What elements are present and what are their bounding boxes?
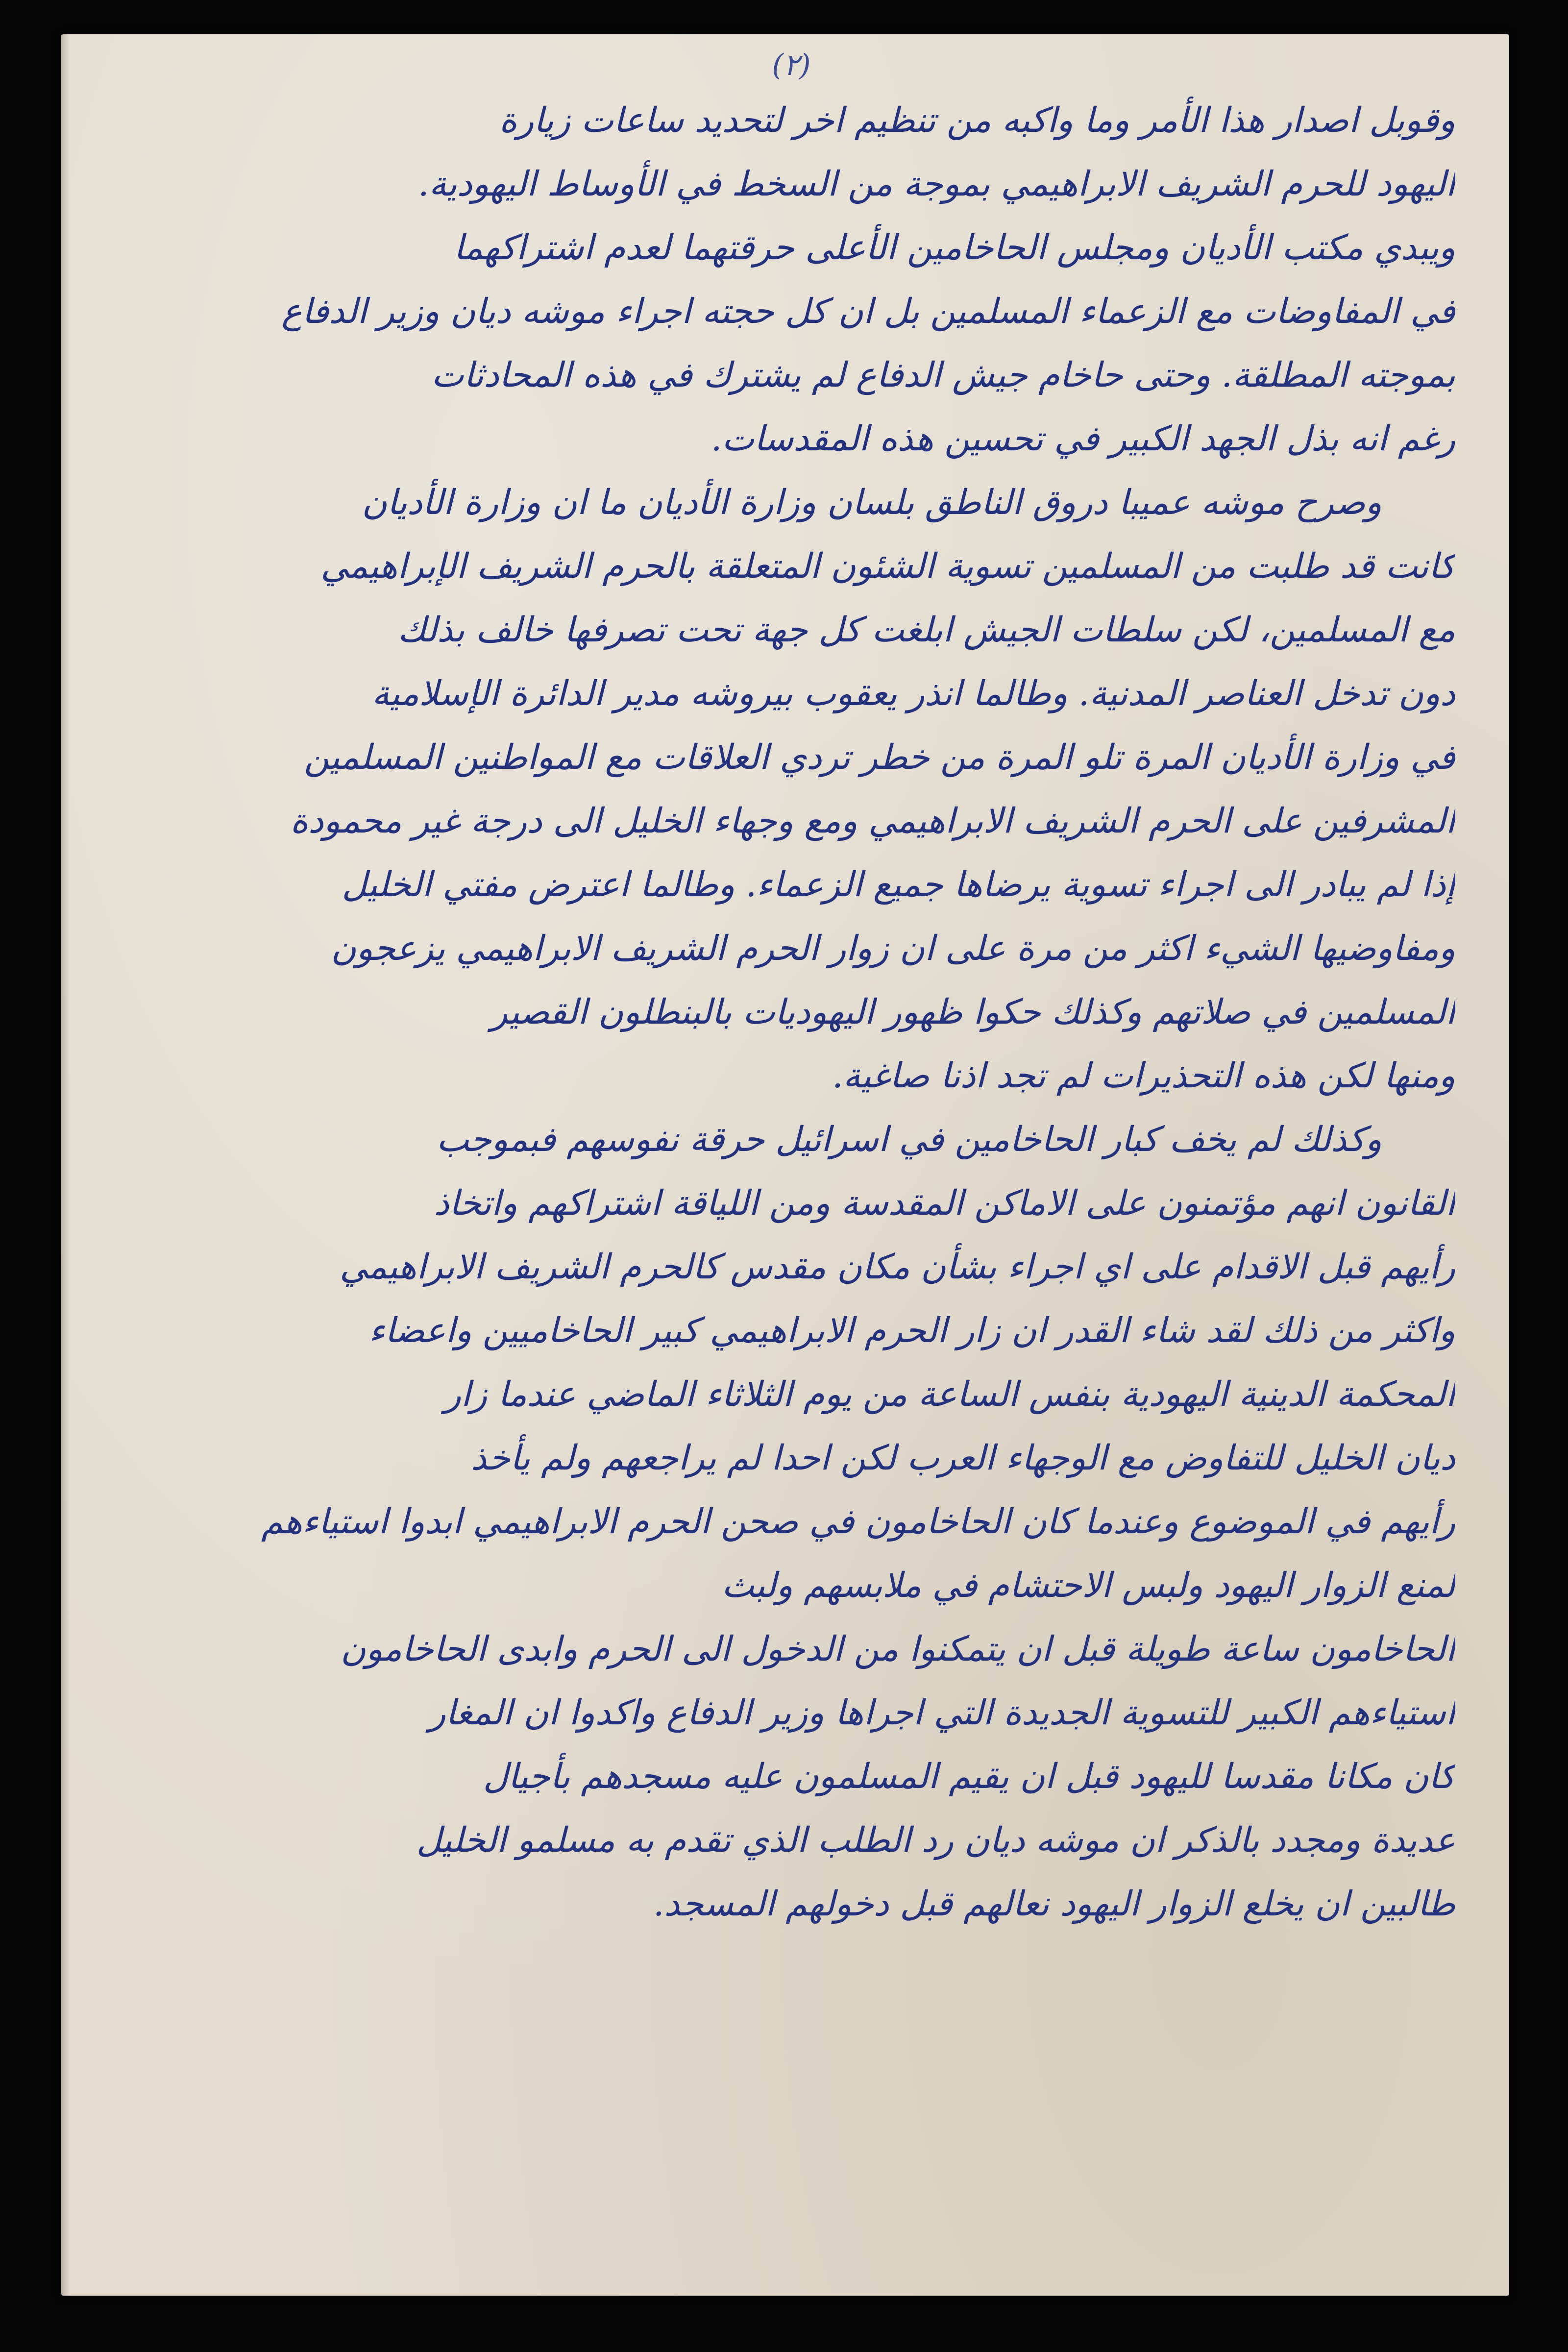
text-line: رأيهم قبل الاقدام على اي اجراء بشأن مكان مقدس كالحرم الشريف الابراهيمي: [340, 1247, 1455, 1287]
text-line: ومنها لكن هذه التحذيرات لم تجد اذنا صاغية.: [832, 1055, 1455, 1096]
text-line: المسلمين في صلاتهم وكذلك حكوا ظهور اليهوديات بالبنطلون القصير: [490, 992, 1455, 1032]
text-line: عديدة ومجدد بالذكر ان موشه ديان رد الطلب الذي تقدم به مسلمو الخليل: [416, 1820, 1455, 1860]
text-line: بموجته المطلقة. وحتى حاخام جيش الدفاع لم يشترك في هذه المحادثات: [431, 355, 1455, 395]
handwritten-text-block: [108, 88, 1455, 1936]
text-line: واكثر من ذلك لقد شاء القدر ان زار الحرم الابراهيمي كبير الحاخاميين واعضاء: [368, 1310, 1455, 1350]
text-line: ديان الخليل للتفاوض مع الوجهاء العرب لكن احدا لم يراجعهم ولم يأخذ: [471, 1438, 1455, 1478]
text-line: مع المسلمين، لكن سلطات الجيش ابلغت كل جهة تحت تصرفها خالف بذلك: [397, 610, 1455, 650]
text-line: كان مكانا مقدسا لليهود قبل ان يقيم المسلمون عليه مسجدهم بأجيال: [483, 1756, 1455, 1796]
text-line: في وزارة الأديان المرة تلو المرة من خطر تردي العلاقات مع المواطنين المسلمين: [304, 737, 1455, 777]
text-line: إذا لم يبادر الى اجراء تسوية يرضاها جميع الزعماء. وطالما اعترض مفتي الخليل: [342, 864, 1455, 905]
page-number: (٢): [772, 48, 811, 82]
manuscript-page: [61, 34, 1509, 2296]
text-line: وقوبل اصدار هذا الأمر وما واكبه من تنظيم اخر لتحديد ساعات زيارة: [499, 100, 1455, 140]
text-line: ومفاوضيها الشيء اكثر من مرة على ان زوار الحرم الشريف الابراهيمي يزعجون: [331, 928, 1455, 968]
text-line: المحكمة الدينية اليهودية بنفس الساعة من يوم الثلاثاء الماضي عندما زار: [444, 1374, 1455, 1414]
text-line: وصرح موشه عميبا دروق الناطق بلسان وزارة الأديان ما ان وزارة الأديان: [362, 482, 1382, 522]
text-line: دون تدخل العناصر المدنية. وطالما انذر يعقوب بيروشه مدير الدائرة الإسلامية: [372, 673, 1455, 713]
text-line: طالبين ان يخلع الزوار اليهود نعالهم قبل دخولهم المسجد.: [653, 1884, 1455, 1924]
text-line: المشرفين على الحرم الشريف الابراهيمي ومع وجهاء الخليل الى درجة غير محمودة: [290, 801, 1455, 841]
text-line: رغم انه بذل الجهد الكبير في تحسين هذه المقدسات.: [710, 418, 1455, 459]
text-line: رأيهم في الموضوع وعندما كان الحاخامون في صحن الحرم الابراهيمي ابدوا استياءهم: [261, 1501, 1455, 1542]
text-line: ويبدي مكتب الأديان ومجلس الحاخامين الأعلى حرقتهما لعدم اشتراكهما: [454, 227, 1455, 268]
text-line: اليهود للحرم الشريف الابراهيمي بموجة من السخط في الأوساط اليهودية.: [418, 164, 1455, 204]
text-line: استياءهم الكبير للتسوية الجديدة التي اجراها وزير الدفاع واكدوا ان المغار: [429, 1692, 1455, 1733]
page-edge-stain: [61, 34, 70, 2296]
text-line: القانون انهم مؤتمنون على الاماكن المقدسة ومن اللياقة اشتراكهم واتخاذ: [434, 1183, 1455, 1223]
text-line: لمنع الزوار اليهود ولبس الاحتشام في ملابسهم ولبث: [721, 1565, 1455, 1605]
text-line: وكذلك لم يخف كبار الحاخامين في اسرائيل حرقة نفوسهم فبموجب: [436, 1119, 1382, 1159]
text-line: في المفاوضات مع الزعماء المسلمين بل ان كل حجته اجراء موشه ديان وزير الدفاع: [281, 291, 1455, 331]
text-line: الحاخامون ساعة طويلة قبل ان يتمكنوا من الدخول الى الحرم وابدى الحاخامون: [341, 1629, 1455, 1669]
text-line: كانت قد طلبت من المسلمين تسوية الشئون المتعلقة بالحرم الشريف الإبراهيمي: [320, 546, 1455, 586]
